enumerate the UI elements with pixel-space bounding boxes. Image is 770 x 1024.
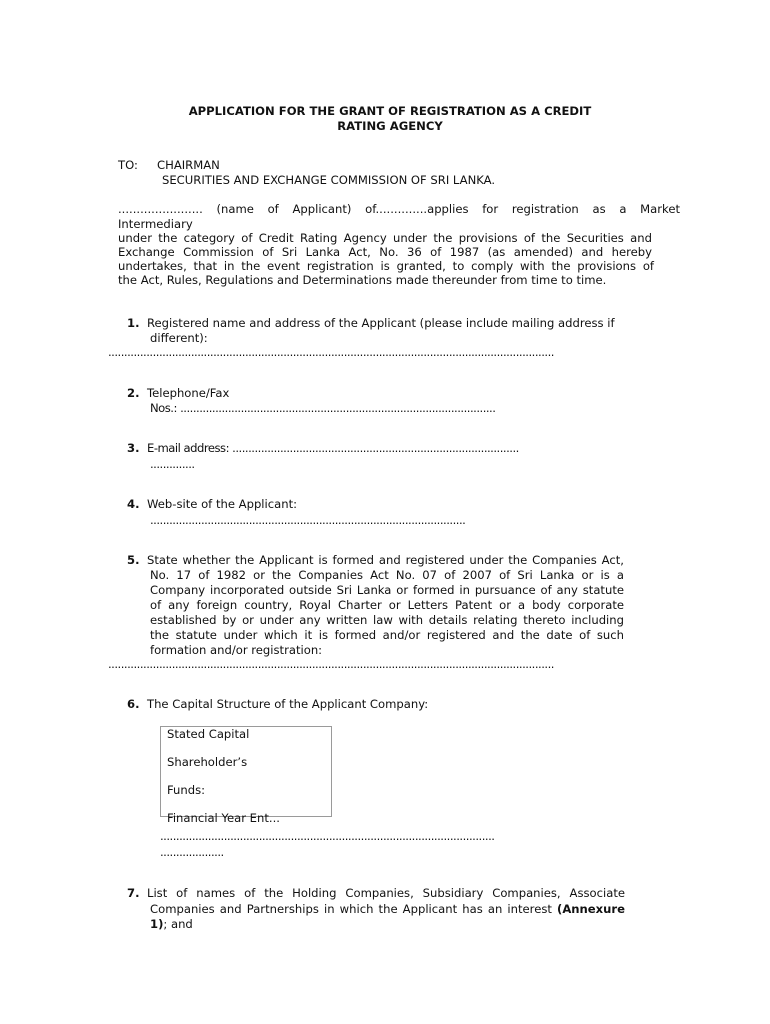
item-6-number: 6. xyxy=(127,697,140,711)
item-5-line-2: No. 17 of 1982 or the Companies Act No. 07 of 2007 of Sri Lanka or is a xyxy=(150,568,624,582)
intro-line-4: Exchange Commission of Sri Lanka Act, No. 36 of 1987 (as amended) and hereby xyxy=(118,245,652,259)
item-5-line-4: of any foreign country, Royal Charter or Letters Patent or a body corporate xyxy=(150,598,624,612)
item-6-line-1: The Capital Structure of the Applicant Company: xyxy=(147,697,429,711)
item-2-number: 2. xyxy=(127,386,140,400)
item-6-answer-line-2[interactable]: .................... xyxy=(160,845,224,859)
item-6-answer-line-1[interactable]: ......................................................................................................... xyxy=(160,829,495,843)
item-1-line-1: Registered name and address of the Applicant (please include mailing address if xyxy=(147,316,615,330)
intro-line-1: ....................... (name of Applicant) of..............applies for registration as a Market xyxy=(118,202,680,216)
title-line-2: RATING AGENCY xyxy=(337,119,443,133)
item-4-answer-line[interactable]: ................................................................................................... xyxy=(150,513,466,527)
financial-year-label: Financial Year Ent... xyxy=(167,811,280,825)
shareholders-label: Shareholder’s xyxy=(167,755,248,769)
intro-line-6: the Act, Rules, Regulations and Determinations made thereunder from time to time. xyxy=(118,273,607,287)
item-7-line-1: List of names of the Holding Companies, Subsidiary Companies, Associate xyxy=(147,886,625,900)
item-5-line-6: the statute under which it is formed and/or registered and the date of such xyxy=(150,628,624,642)
stated-capital-label: Stated Capital xyxy=(167,727,250,741)
annexure-reference: (Annexure xyxy=(557,902,625,916)
item-5-line-1: State whether the Applicant is formed and registered under the Companies Act, xyxy=(147,553,624,567)
item-5-line-7: formation and/or registration: xyxy=(150,643,323,657)
item-7-line-3 xyxy=(150,917,193,932)
document-title xyxy=(120,104,660,134)
item-3-line-2[interactable]: .............. xyxy=(150,457,195,471)
item-1-answer-line[interactable]: ............................................................................................................................................ xyxy=(108,345,554,359)
annexure-number: 1) xyxy=(150,917,164,931)
capital-structure-box xyxy=(160,726,332,825)
recipient-title: CHAIRMAN xyxy=(157,158,220,172)
item-7-line-3-text: ; and xyxy=(163,917,193,931)
item-7-line-2 xyxy=(150,902,625,916)
item-2-line-1: Telephone/Fax xyxy=(147,386,230,400)
item-7-line-2-text: Companies and Partnerships in which the Applicant has an interest xyxy=(150,902,558,916)
intro-line-2: Intermediary xyxy=(118,217,193,231)
intro-line-3: under the category of Credit Rating Agency under the provisions of the Securities and xyxy=(118,231,652,245)
item-3-line-1[interactable]: E-mail address: .......................................................................................... xyxy=(147,441,519,455)
item-5-line-5: established by or under any written law with details relating thereto including xyxy=(150,613,624,627)
item-7-number: 7. xyxy=(127,886,140,900)
item-1-line-2: different): xyxy=(150,331,208,345)
title-line-1: APPLICATION FOR THE GRANT OF REGISTRATION AS A CREDIT xyxy=(188,104,592,118)
item-5-line-3: Company incorporated outside Sri Lanka or formed in pursuance of any statute xyxy=(150,583,624,597)
recipient-organization: SECURITIES AND EXCHANGE COMMISSION OF SRI LANKA. xyxy=(162,173,496,187)
item-1-number: 1. xyxy=(127,316,140,330)
item-2-line-2[interactable]: Nos.: ................................................................................................... xyxy=(150,401,496,415)
item-4-number: 4. xyxy=(127,497,140,511)
item-3-number: 3. xyxy=(127,441,140,455)
item-4-line-1: Web-site of the Applicant: xyxy=(147,497,298,511)
funds-label: Funds: xyxy=(167,783,206,797)
item-5-number: 5. xyxy=(127,553,140,567)
to-label: TO: xyxy=(118,158,138,172)
intro-line-5: undertakes, that in the event registration is granted, to comply with the provisions of xyxy=(118,259,654,273)
item-5-answer-line[interactable]: ............................................................................................................................................ xyxy=(108,657,554,671)
